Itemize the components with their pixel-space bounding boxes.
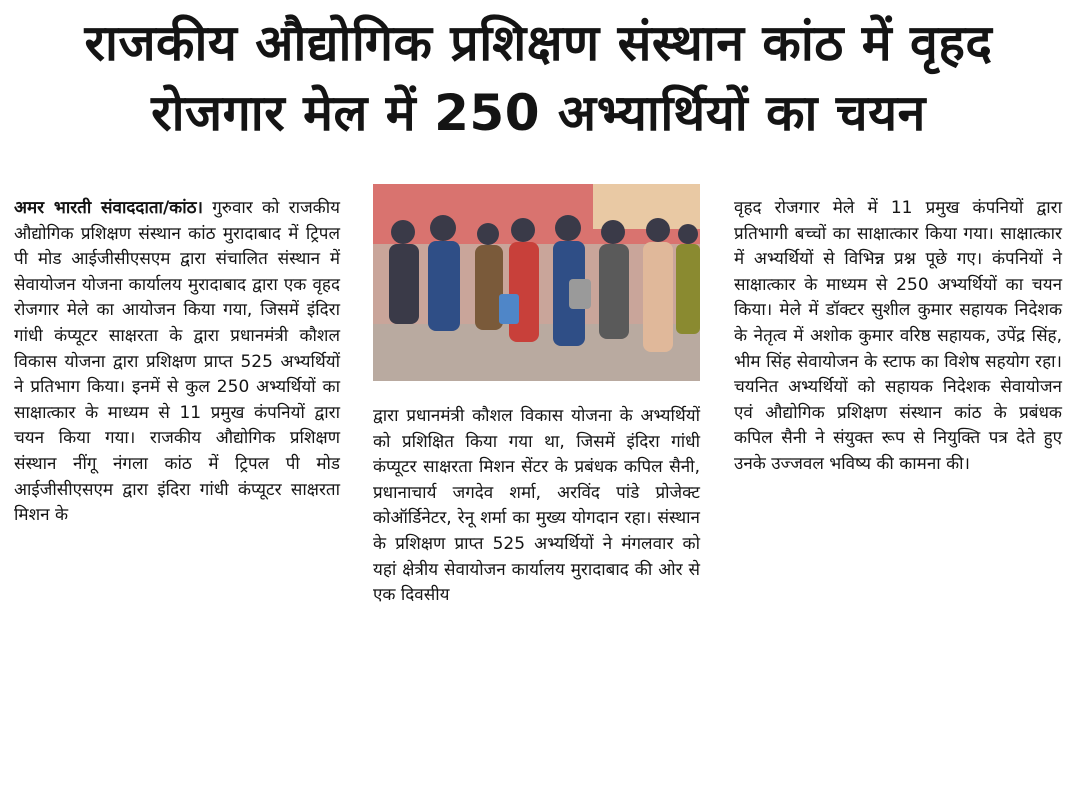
article-column-3-text: वृहद रोजगार मेले में 11 प्रमुख कंपनियों द्वारा प्रतिभागी बच्चों का साक्षात्कार किया गया। साक्षात्कार में अभ्यर्थियों से विभिन्न प्रश्न पूछे गए। कंपनियों ने साक्षात्कार के माध्यम से 250 अभ्यर्थियों का चयन किया। मेले में डॉक्टर सुशील कुमार सहायक निदेशक के नेतृत्व में अशोक कुमार वरिष्ठ सहायक, उपेंद्र सिंह, भीम सिंह सेवायोजन के स्टाफ का विशेष सहयोग रहा। चयनित अभ्यर्थियों को सहायक निदेशक सेवायोजन एवं औद्योगिक प्रशिक्षण संस्थान कांठ के प्रबंधक कपिल सैनी ने संयुक्त रूप से नियुक्ति पत्र देते हुए उनके उज्जवल भविष्य की कामना की।: [734, 198, 1062, 474]
article-column-3: [734, 196, 1062, 478]
byline: अमर भारती संवाददाता/कांठ।: [14, 198, 203, 218]
article-column-2-text: द्वारा प्रधानमंत्री कौशल विकास योजना के अभ्यर्थियों को प्रशिक्षित किया गया था, जिसमें इंदिरा गांधी कंप्यूटर साक्षरता मिशन सेंटर के प्रबंधक कपिल सैनी, प्रधानाचार्य जगदेव शर्मा, अरविंद पांडे प्रोजेक्ट कोऑर्डिनेटर, रेनू शर्मा का मुख्य योगदान रहा। संस्थान के प्रशिक्षण प्राप्त 525 अभ्यर्थियों ने मंगलवार को यहां क्षेत्रीय सेवायोजन कार्यालय मुरादाबाद की ओर से एक दिवसीय: [373, 406, 700, 606]
article-column-2: [373, 404, 700, 609]
headline-line-2: रोजगार मेल में 250 अभ्यार्थियों का चयन: [151, 84, 926, 142]
event-photo: [373, 184, 700, 381]
article-column-1-text: गुरुवार को राजकीय औद्योगिक प्रशिक्षण संस्थान कांठ मुरादाबाद में ट्रिपल पी मोड आईजीसीएसएम द्वारा संचालित संस्थान में सेवायोजन योजना कार्यालय मुरादाबाद द्वारा एक वृहद रोजगार मेले का आयोजन किया गया, जिसमें इंदिरा गांधी कंप्यूटर साक्षरता के द्वारा प्रधानमंत्री कौशल विकास योजना द्वारा प्रशिक्षण प्राप्त 525 अभ्यर्थियों ने प्रतिभाग किया। इनमें से कुल 250 अभ्यर्थियों का साक्षात्कार के माध्यम से 11 प्रमुख कंपनियों द्वारा चयन किया गया। राजकीय औद्योगिक प्रशिक्षण संस्थान नींगू नंगला कांठ में ट्रिपल पी मोड आईजीसीएसएम द्वारा इंदिरा गांधी कंप्यूटर साक्षरता मिशन के: [14, 198, 341, 526]
crowd-photo-illustration: [373, 184, 700, 381]
headline: [0, 8, 1077, 148]
headline-line-1: राजकीय औद्योगिक प्रशिक्षण संस्थान कांठ में वृहद: [84, 14, 993, 72]
article-column-1: [14, 196, 340, 529]
